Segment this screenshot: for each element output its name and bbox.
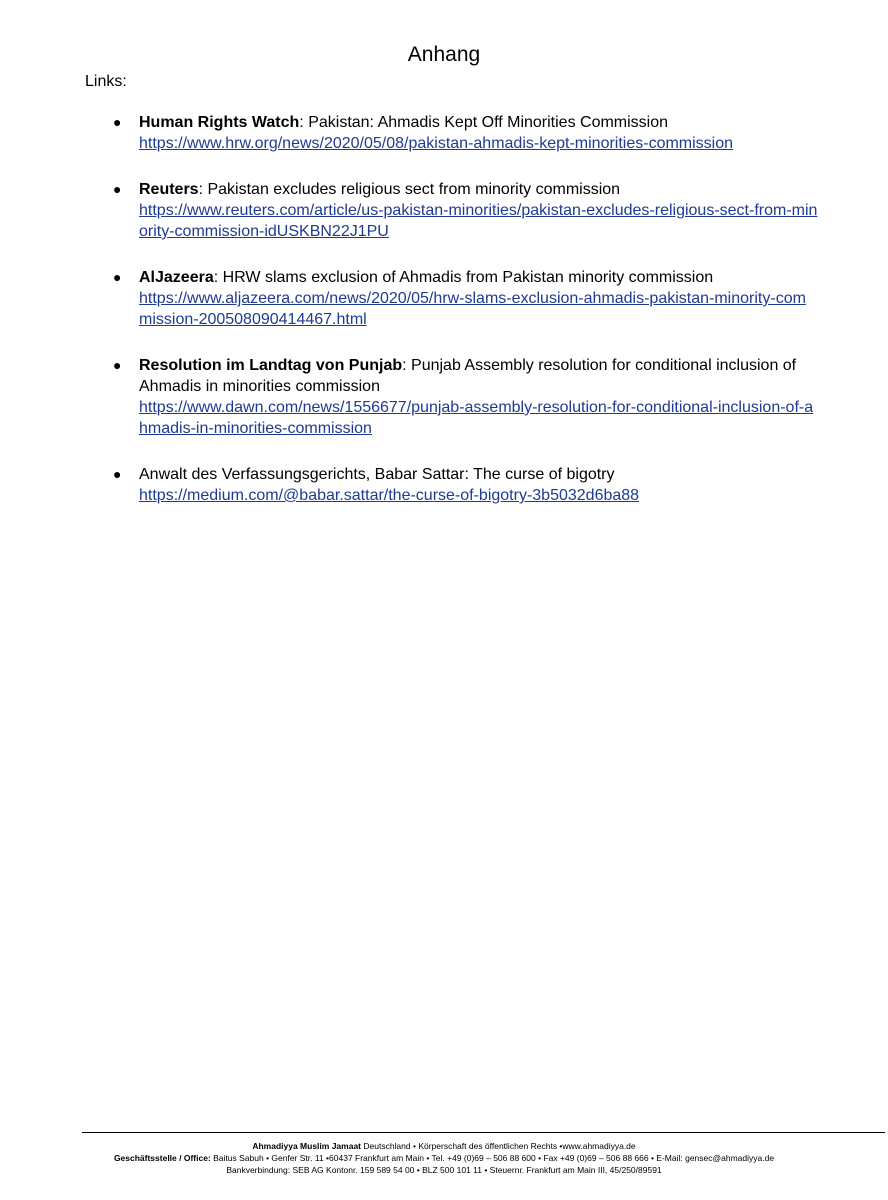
list-item: [0, 464, 888, 506]
item-link[interactable]: https://www.reuters.com/article/us-pakistan-minorities/pakistan-excludes-religious-sect-from-minority-commission-idUSKBN22J1PU: [139, 202, 818, 240]
footer-office-details: Baitus Sabuh • Genfer Str. 11 •60437 Frankfurt am Main • Tel. +49 (0)69 – 506 88 600 • Fax +49 (0)69 – 506 88 666 • E-Mail: gensec@ahmadiyya.de: [210, 1153, 775, 1163]
bullet-icon: ●: [113, 357, 122, 373]
links-heading: Links:: [85, 73, 127, 90]
item-description: : Pakistan excludes religious sect from minority commission: [198, 181, 621, 198]
footer-org-details: Deutschland • Körperschaft des öffentlichen Rechts •www.ahmadiyya.de: [361, 1141, 636, 1151]
bullet-icon: ●: [113, 269, 122, 285]
item-link[interactable]: https://medium.com/@babar.sattar/the-curse-of-bigotry-3b5032d6ba88: [139, 487, 640, 504]
footer-office-label: Geschäftsstelle / Office:: [113, 1153, 211, 1163]
footer: [0, 1140, 888, 1176]
list-item: [0, 112, 888, 154]
list-item: [0, 355, 888, 439]
bullet-icon: ●: [113, 466, 122, 482]
source-name: Reuters: [139, 181, 199, 198]
bullet-icon: ●: [113, 114, 122, 130]
page-title: Anhang: [407, 43, 481, 66]
footer-org-name: Ahmadiyya Muslim Jamaat: [252, 1141, 361, 1151]
source-name: Human Rights Watch: [139, 114, 300, 131]
source-name: AlJazeera: [139, 269, 214, 286]
source-name: Resolution im Landtag von Punjab: [139, 357, 403, 374]
bullet-icon: ●: [113, 181, 122, 197]
item-link[interactable]: https://www.dawn.com/news/1556677/punjab-assembly-resolution-for-conditional-inclusion-of-ahmadis-in-minorities-commission: [139, 399, 814, 437]
footer-divider: [82, 1132, 885, 1133]
item-link[interactable]: https://www.aljazeera.com/news/2020/05/hrw-slams-exclusion-ahmadis-pakistan-minority-commission-200508090414467.html: [139, 290, 806, 328]
item-description: : Pakistan: Ahmadis Kept Off Minorities Commission: [299, 114, 669, 131]
link-list: [0, 112, 888, 531]
footer-line-bank: Bankverbindung: SEB AG Kontonr. 159 589 54 00 • BLZ 500 101 11 • Steuernr. Frankfurt am Main III, 45/250/89591: [226, 1165, 662, 1175]
item-description: : HRW slams exclusion of Ahmadis from Pakistan minority commission: [213, 269, 714, 286]
item-description: : Punjab Assembly resolution for conditional inclusion of Ahmadis in minorities commission: [139, 357, 797, 395]
item-link[interactable]: https://www.hrw.org/news/2020/05/08/pakistan-ahmadis-kept-minorities-commission: [139, 135, 734, 152]
footer-line-office: [0, 1152, 888, 1164]
list-item: [0, 267, 888, 330]
list-item: [0, 179, 888, 242]
item-description: Anwalt des Verfassungsgerichts, Babar Sattar: The curse of bigotry: [139, 466, 615, 483]
footer-line-organization: [0, 1140, 888, 1152]
